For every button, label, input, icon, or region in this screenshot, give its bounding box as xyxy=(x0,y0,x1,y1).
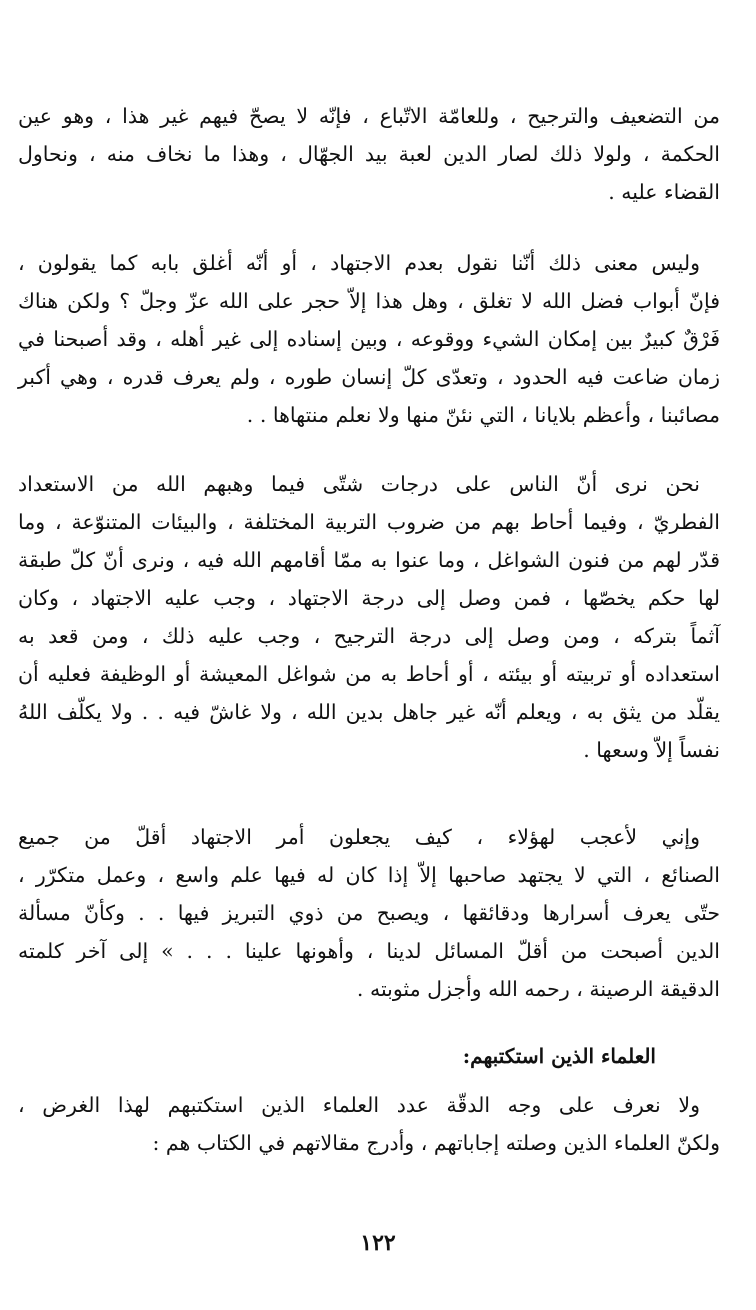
text-line: ولا نعرف على وجه الدقّة عدد العلماء الذين استكتبهم لهذا الغرض ، xyxy=(18,1093,700,1117)
text-line: ولكنّ العلماء الذين وصلته إجاباتهم ، وأدرج مقالاتهم في الكتاب هم : xyxy=(152,1131,720,1155)
text-line: من التضعيف والترجيح ، وللعامّة الاتّباع ، فإنّه لا يصحّ فيهم غير هذا ، وهو عين xyxy=(18,104,720,128)
paragraph-5 xyxy=(18,1086,720,1162)
text-line: وليس معنى ذلك أنّنا نقول بعدم الاجتهاد ، أو أنّه أغلق بابه كما يقولون ، xyxy=(18,251,700,275)
text-line: فَرْقٌ كبيرٌ بين إمكان الشيء ووقوعه ، وبين إسناده إلى غير أهله ، وقد أصبحنا في xyxy=(18,327,720,351)
text-line: حتّى يعرف أسرارها ودقائقها ، ويصبح من ذوي التبريز فيها . . وكأنّ مسألة xyxy=(18,901,720,925)
page-number: ١٢٢ xyxy=(360,1230,396,1256)
text-line: يقلّد من يثق به ، ويعلم أنّه غير جاهل بدين الله ، ولا غاشّ فيه . . ولا يكلّف اللهُ xyxy=(18,700,720,724)
text-line: زمان ضاعت فيه الحدود ، وتعدّى كلّ إنسان طوره ، ولم يعرف قدره ، وهي أكبر xyxy=(18,365,720,389)
text-line: الفطريّ ، وفيما أحاط بهم من ضروب التربية المختلفة ، والبيئات المتنوّعة ، وما xyxy=(18,510,720,534)
paragraph-4 xyxy=(18,818,720,1008)
paragraph-1 xyxy=(18,97,720,211)
text-line: الدقيقة الرصينة ، رحمه الله وأجزل مثوبته . xyxy=(356,977,720,1001)
text-line: القضاء عليه . xyxy=(608,180,720,204)
text-line: الحكمة ، ولولا ذلك لصار الدين لعبة بيد الجهّال ، وهذا ما نخاف منه ، ونحاول xyxy=(18,142,720,166)
text-line: مصائبنا ، وأعظم بلايانا ، التي نئنّ منها ولا نعلم منتهاها . . xyxy=(246,403,720,427)
text-line: قدّر لهم من فنون الشواغل ، وما عنوا به ممّا أقامهم الله فيه ، ونرى أنّ كلّ طبقة xyxy=(18,548,720,572)
text-line: الدين أصبحت من أقلّ المسائل لدينا ، وأهونها علينا . . . » إلى آخر كلمته xyxy=(18,939,720,963)
text-line: الصنائع ، التي لا يجتهد صاحبها إلاّ إذا كان له فيها علم واسع ، وعمل متكرّر ، xyxy=(18,863,720,887)
paragraph-2 xyxy=(18,244,720,434)
text-line: وإني لأعجب لهؤلاء ، كيف يجعلون أمر الاجتهاد أقلّ من جميع xyxy=(18,825,700,849)
section-heading: العلماء الذين استكتبهم: xyxy=(462,1044,656,1068)
text-line: لها حكم يخصّها ، فمن وصل إلى درجة الاجتهاد ، وجب عليه الاجتهاد ، وكان xyxy=(18,586,720,610)
text-line: استعداده أو تربيته أو بيئته ، أو أحاط به من شواغل المعيشة أو الوظيفة فعليه أن xyxy=(18,662,720,686)
text-line: نفساً إلاّ وسعها . xyxy=(583,738,720,762)
text-line: فإنّ أبواب فضل الله لا تغلق ، وهل هذا إلاّ حجر على الله عزّ وجلّ ؟ ولكن هناك xyxy=(18,289,720,313)
text-line: آثماً بتركه ، ومن وصل إلى درجة الترجيح ، وجب عليه ذلك ، ومن قعد به xyxy=(18,624,720,648)
paragraph-3 xyxy=(18,465,720,769)
text-line: نحن نرى أنّ الناس على درجات شتّى فيما وهبهم الله من الاستعداد xyxy=(18,472,700,496)
